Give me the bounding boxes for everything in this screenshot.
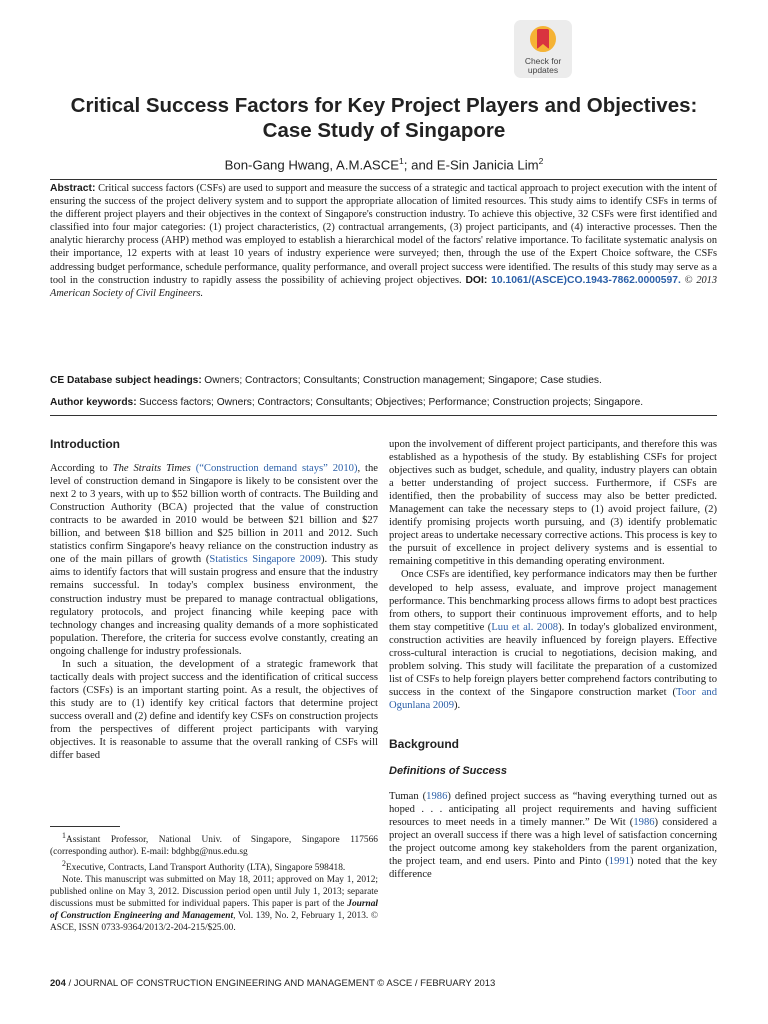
subject-text: Owners; Contractors; Consultants; Construction management; Singapore; Case studies. — [204, 375, 602, 386]
page-number: 204 — [50, 978, 66, 989]
paper-title: Critical Success Factors for Key Project Players and Objectives: Case Study of Singapore — [70, 94, 698, 142]
page-footer — [50, 978, 717, 989]
top-rule — [50, 179, 717, 180]
doi-label: DOI: — [465, 274, 488, 286]
subject-headings — [50, 374, 717, 387]
author-1: Bon-Gang Hwang, A.M.ASCE — [224, 157, 400, 173]
bookmark-icon — [527, 25, 559, 55]
subject-label: CE Database subject headings: — [50, 375, 202, 386]
affil-2-mark: 2 — [538, 156, 544, 166]
affil-1-mark: 1 — [399, 156, 404, 166]
submission-note: Note. This manuscript was submitted on May 18, 2011; approved on May 1, 2012; published online on May 3, 2012. Discussion period open until July 1, 2013; separate discussions must be submitted for individual papers. This paper is part of the Journal of Construction Engineering and Management, Vol. 139, No. 2, February 1, 2013. © ASCE, ISSN 0733-9364/2013/2-204-215/$25.00. — [50, 875, 379, 934]
citation-link[interactable]: Luu et al. 2008 — [491, 621, 559, 633]
badge-line2: updates — [527, 65, 559, 75]
abstract — [50, 182, 717, 300]
author-keywords — [50, 396, 717, 409]
citation-link[interactable]: 1991 — [608, 856, 630, 868]
definitions-subheading: Definitions of Success — [389, 765, 507, 778]
footer-journal: / JOURNAL OF CONSTRUCTION ENGINEERING AND MANAGEMENT © ASCE / FEBRUARY 2013 — [65, 978, 496, 989]
left-column — [50, 438, 378, 762]
footnote-2: $^2$Executive, Contracts, Land Transport Authority (LTA), Singapore 598418. — [62, 859, 346, 874]
keywords-label: Author keywords: — [50, 397, 137, 408]
citation-link[interactable]: 1986 — [426, 791, 448, 803]
background-paragraph-1: Tuman (1986) defined project success as “having everything turned out as hoped . . . anticipating all project requirements and having sufficient resources to meet needs in a timely manner.” De Wit (1986) considered a project an overall success if there was a high level of satisfaction concerning the project outcome among key stakeholders from the parent organization, the project team, and end users. Pinto and Pinto (1991) noted that the key difference — [389, 791, 718, 881]
bottom-rule — [50, 415, 717, 416]
intro-paragraph-2: In such a situation, the development of a strategic framework that tactically deals with project success and the identification of critical success factors (CSFs) is an important starting point. As a result, the objectives of this study are to (1) identify key critical factors that determine project success overall and (2) define and identify key CSFs on construction projects from the perspectives of different project participants with varying objectives. It is reasonable to assume that the overall ranking of CSFs will differ based — [50, 658, 378, 762]
citation-link[interactable]: Statistics Singapore 2009 — [209, 554, 321, 566]
author-line — [60, 156, 708, 172]
background-heading: Background — [389, 736, 460, 751]
citation-link[interactable]: 1986 — [633, 817, 655, 829]
keywords-text: Success factors; Owners; Contractors; Consultants; Objectives; Performance; Construction projects; Singapore. — [139, 397, 644, 408]
right-column — [389, 438, 717, 881]
intro-heading: Introduction — [50, 437, 120, 451]
footnote-1: $^1$Assistant Professor, National Univ. of Singapore, Singapore 117566 (corresponding author). E-mail: bdghbg@nus.edu.sg — [50, 831, 378, 858]
check-for-updates-badge[interactable] — [514, 20, 572, 78]
intro-paragraph-1: According to The Straits Times (“Construction demand stays” 2010), the level of construction demand in Singapore is likely to be consistent over the next 2 to 3 years, with up to $52 billion worth of contracts. The Building and Construction Authority (BCA) projected that the value of construction contracts to be awarded in 2010 would be between $21 billion and $27 billion, and between $18 billion and $25 billion in 2011 and 2012. Such statistics confirm Singapore's heavy reliance on the construction industry as one of the main pillars of growth (Statistics Singapore 2009). This study aims to identify factors that will sustain progress and ensure that the industry remains successful. In today's complex business environment, the construction industry must be prepared to manage contractual obligations, regulatory protocols, and project financing while keeping pace with technology changes and increasing quality demands of a more sophisticated population. Therefore, the criteria for success evolve constantly, creating an ongoing challenge for industry professionals. — [50, 463, 378, 657]
intro-paragraph-3: upon the involvement of different project participants, and therefore this was established as a hypothesis of the study. By establishing CSFs for project objectives such as budget, schedule, and quality, industry players can obtain a better understanding of project success. Furthermore, if CSFs are identified, then the probability of success may also be better predicted. Management can take the necessary steps to (1) avoid project failure, (2) identify promising projects worth pursuing, and (3) identify problematic project areas to undertake necessary corrective actions. This process is key to the pursuit of excellence in project delivery systems and is essential to remaining competitive in this demanding operating environment. — [389, 439, 717, 568]
footnotes — [50, 830, 378, 934]
badge-line1: Check for — [524, 56, 562, 66]
abstract-label: Abstract: — [50, 183, 96, 194]
citation-link[interactable]: Toor and Ogunlana 2009 — [389, 686, 717, 711]
journal-name: Journal of Construction Engineering and Management — [50, 899, 378, 922]
source-title: The Straits Times — [112, 463, 191, 475]
footnote-rule — [50, 826, 120, 827]
abstract-body: Critical success factors (CSFs) are used to support and measure the success of a strategic and tactical approach to project execution with the intent of ensuring the success of the project delivery system and to support the appropriate allocation of limited resources. This study aims to identify CSFs in terms of the different project players and their objectives in the context of Singapore's construction industry. To achieve this objective, 32 CSFs were first identified and classified into four major categories: (1) project characteristics, (2) contractual arrangements, (3) project participants, and (4) interactive processes. Then the analytic hierarchy process (AHP) method was employed to establish a hierarchical model of the factors' relative importance. To facilitate systematic analysis on their importance, 12 experts with at least 10 years of industry experience were surveyed; then, through the use of the Expert Choice software, the CSFs addressing budget performance, schedule performance, quality performance, and overall project success were identified. The results of this study may serve as a tool in the construction industry to rapidly assess the possibility of achieving project objectives. — [50, 183, 717, 286]
copyright: © 2013 American Society of Civil Engineers. — [50, 274, 718, 299]
intro-paragraph-4: Once CSFs are identified, key performance indicators may then be further developed to help assess, evaluate, and improve project management performance. This benchmarking process allows firms to adopt best practices from others, to support their continuous improvement efforts, and to help them stay competitive (Luu et al. 2008). In today's globalized environment, construction activities are heavily influenced by foreign players. Effective cross-cultural interaction is crucial to negotiations, decision making, and problem solving. This study will facilitate the preparation of a customized list of CSFs to help foreign players better comprehend factors contributing to success in the context of the Singapore construction market (Toor and Ogunlana 2009). — [389, 569, 717, 711]
doi-link[interactable]: 10.1061/(ASCE)CO.1943-7862.0000597. — [491, 274, 681, 286]
author-sep: ; and E-Sin Janicia Lim — [403, 157, 539, 173]
citation-link[interactable]: (“Construction demand stays” 2010) — [195, 463, 358, 475]
